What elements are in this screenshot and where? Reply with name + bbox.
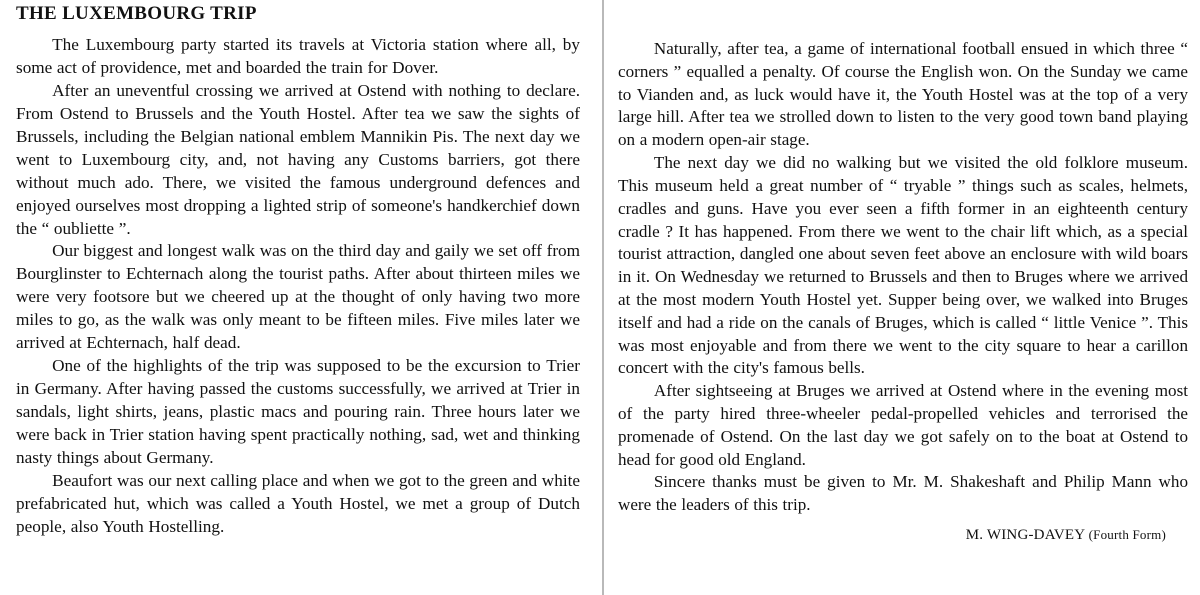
left-column bbox=[0, 0, 598, 539]
column-divider bbox=[602, 0, 604, 595]
paragraph: The next day we did no walking but we visited the old folklore museum. This museum held a great number of “ tryable ” things such as scales, helmets, cradles and guns. Have you ever seen a fifth former in an eighteenth century cradle ? It has happened. From there we went to the chair lift which, as a special tourist attraction, dangled one about seven feet above an enclosure with wild boars in it. On Wednesday we returned to Brussels and then to Bruges where we arrived at the most modern Youth Hostel yet. Supper being over, we walked into Bruges itself and had a ride on the canals of Bruges, which is called “ little Venice ”. This was most enjoyable and from there we went to the city square to hear a carillon concert with the city's famous bells. bbox=[618, 153, 1188, 378]
paragraph: Naturally, after tea, a game of international football ensued in which three “ corners ” equalled a penalty. Of course the English won. On the Sunday we came to Vianden and, as luck would have it, the Youth Hostel was at the top of a very large hill. After tea we strolled down to listen to the very good town band playing on a modern open-air stage. bbox=[618, 39, 1188, 150]
paragraph: Beaufort was our next calling place and when we got to the green and white prefabricated hut, which was called a Youth Hostel, we met a group of Dutch people, also Youth Hostelling. bbox=[16, 471, 580, 536]
paragraph: The Luxembourg party started its travels at Victoria station where all, by some act of providence, met and boarded the train for Dover. bbox=[16, 34, 580, 77]
paragraph: Sincere thanks must be given to Mr. M. Shakeshaft and Philip Mann who were the leaders of this trip. bbox=[618, 472, 1188, 515]
paragraph: After sightseeing at Bruges we arrived at Ostend where in the evening most of the party hired three-wheeler pedal-propelled vehicles and terrorised the promenade of Ostend. On the last day we got safely on to the boat at Ostend to head for good old England. bbox=[618, 381, 1188, 469]
paragraph: Our biggest and longest walk was on the third day and gaily we set off from Bourglinster to Echternach along the tourist paths. After about thirteen miles we were very footsore but we cheered up at the thought of only having two more miles to go, as the walk was only meant to be fifteen miles. Five miles later we arrived at Echternach, half dead. bbox=[16, 241, 580, 353]
right-column bbox=[612, 0, 1200, 544]
page-title: THE LUXEMBOURG TRIP bbox=[16, 3, 257, 24]
byline bbox=[618, 527, 1188, 544]
paragraph: One of the highlights of the trip was supposed to be the excursion to Trier in Germany. After having passed the customs successfully, we arrived at Trier in sandals, light shirts, jeans, plastic macs and pouring rain. Three hours later we were back in Trier station having spent practically nothing, sad, wet and thinking nasty things about Germany. bbox=[16, 356, 580, 468]
paragraph: After an uneventful crossing we arrived at Ostend with nothing to declare. From Ostend to Brussels and the Youth Hostel. After tea we saw the sights of Brussels, including the Belgian national emblem Mannikin Pis. The next day we went to Luxembourg city, and, not having any Customs barriers, got there without much ado. There, we visited the famous underground defences and enjoyed ourselves most dropping a lighted strip of someone's handkerchief down the “ oubliette ”. bbox=[16, 80, 580, 238]
byline-form: (Fourth Form) bbox=[1088, 527, 1166, 543]
byline-author: M. WING-DAVEY bbox=[965, 527, 1085, 544]
